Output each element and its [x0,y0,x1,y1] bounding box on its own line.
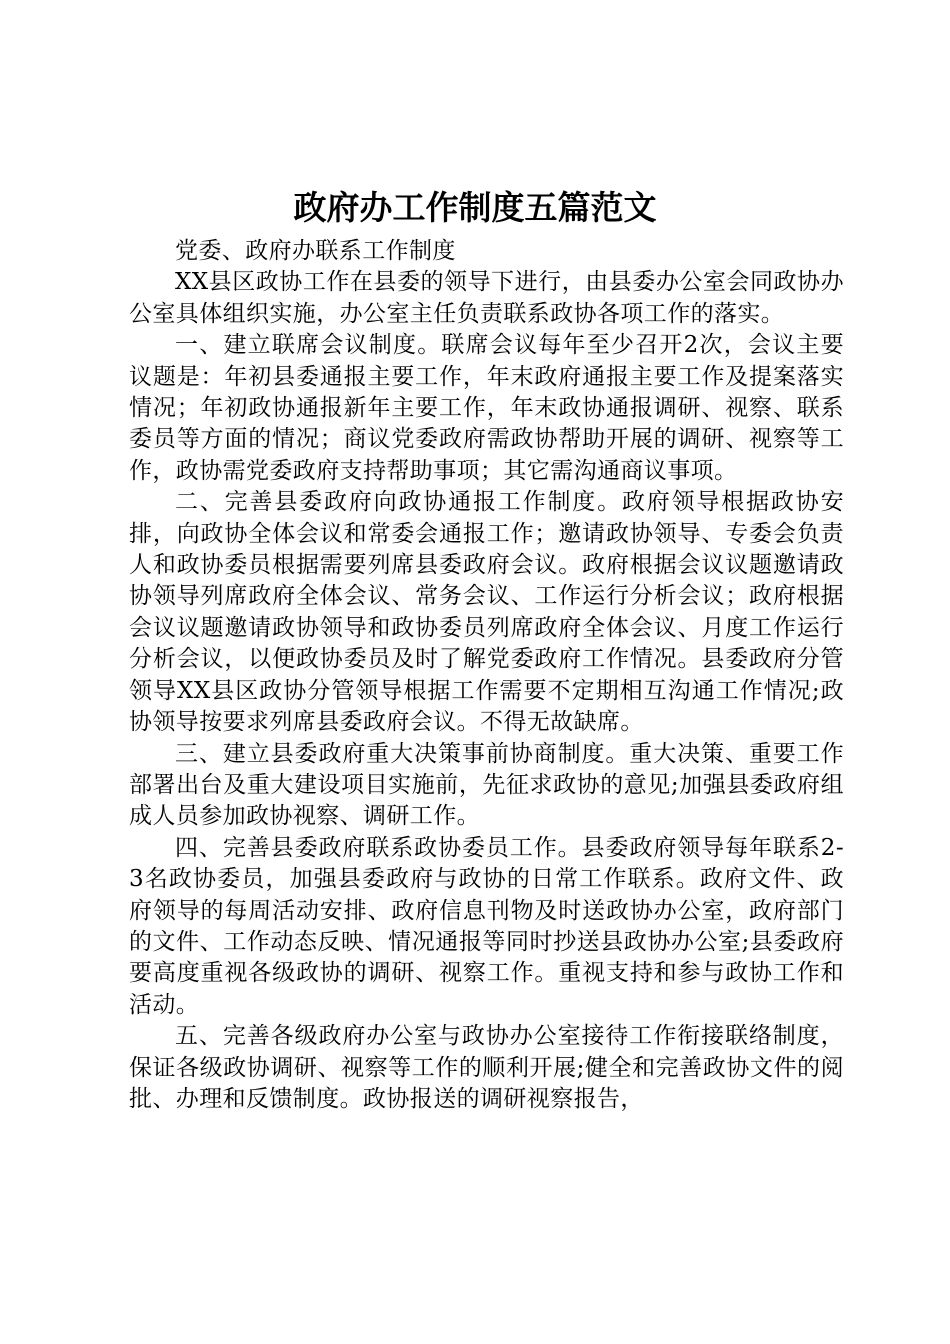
document-body [129,236,844,1115]
paragraph-section-1: 一、建立联席会议制度。联席会议每年至少召开2次，会议主要议题是：年初县委通报主要工作，年末政府通报主要工作及提案落实情况；年初政协通报新年主要工作，年末政协通报调研、视察、联系委员等方面的情况；商议党委政府需政协帮助开展的调研、视察等工作，政协需党委政府支持帮助事项；其它需沟通商议事项。 [129,332,844,484]
paragraph-intro: XX县区政协工作在县委的领导下进行，由县委办公室会同政协办公室具体组织实施，办公室主任负责联系政协各项工作的落实。 [129,269,844,327]
paragraph-section-2: 二、完善县委政府向政协通报工作制度。政府领导根据政协安排，向政协全体会议和常委会通报工作；邀请政协领导、专委会负责人和政协委员根据需要列席县委政府会议。政府根据会议议题邀请政协领导列席政府全体会议、常务会议、工作运行分析会议；政府根据会议议题邀请政协领导和政协委员列席政府全体会议、月度工作运行分析会议，以便政协委员及时了解党委政府工作情况。县委政府分管领导XX县区政协分管领导根据工作需要不定期相互沟通工作情况;政协领导按要求列席县委政府会议。不得无故缺席。 [129,489,844,736]
paragraph-section-5: 五、完善各级政府办公室与政协办公室接待工作衔接联络制度，保证各级政协调研、视察等工作的顺利开展;健全和完善政协文件的阅批、办理和反馈制度。政协报送的调研视察报告， [129,1023,844,1112]
paragraph-section-3: 三、建立县委政府重大决策事前协商制度。重大决策、重要工作部署出台及重大建设项目实施前，先征求政协的意见;加强县委政府组成人员参加政协视察、调研工作。 [129,740,844,830]
paragraph-subtitle: 党委、政府办联系工作制度 [175,238,456,264]
paragraph-section-4: 四、完善县委政府联系政协委员工作。县委政府领导每年联系2-3名政协委员，加强县委政府与政协的日常工作联系。政府文件、政府领导的每周活动安排、政府信息刊物及时送政协办公室，政府部门的文件、工作动态反映、情况通报等同时抄送县政协办公室;县委政府要高度重视各级政协的调研、视察工作。重视支持和参与政协工作和活动。 [129,834,844,1018]
document-title: 政府办工作制度五篇范文 [293,188,657,227]
